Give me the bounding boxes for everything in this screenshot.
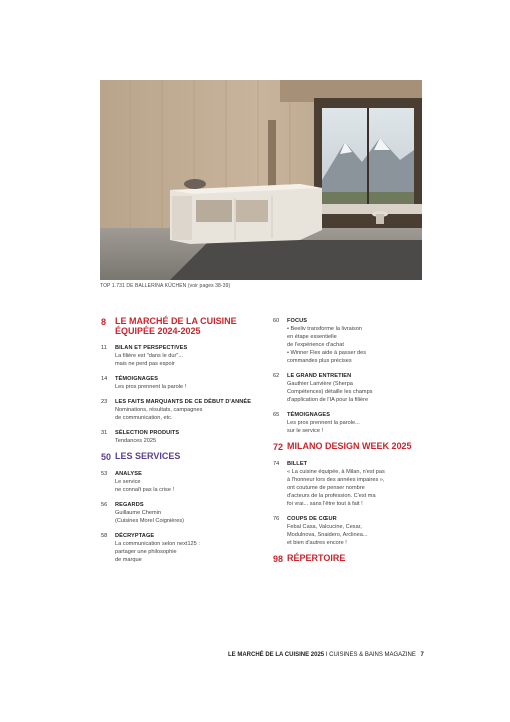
entry-title: LES FAITS MARQUANTS DE CE DÉBUT D'ANNÉE <box>115 399 252 405</box>
entry-description: Nominations, résultats, campagnes de communication, etc. <box>115 407 203 421</box>
entry-page-number: 62 <box>273 373 280 379</box>
toc-entry <box>273 515 433 547</box>
toc-entry <box>273 372 433 404</box>
entry-title: TÉMOIGNAGES <box>115 376 159 382</box>
toc-entry <box>101 344 261 368</box>
section-page-number: 72 <box>273 442 284 452</box>
section-title: LE MARCHÉ DE LA CUISINE ÉQUIPÉE 2024-2025 <box>115 316 237 336</box>
toc-section-heading <box>101 452 261 462</box>
entry-description: Le service ne connaît pas la crise ! <box>115 479 175 493</box>
entry-description: Febal Casa, Valcucine, Cesar, Modulnova, Snaidero, Arclinea... et bien d'autres encore ! <box>287 524 368 546</box>
entry-page-number: 53 <box>101 471 108 477</box>
entry-title: BILLET <box>287 461 308 467</box>
footer-separator: I <box>325 652 328 658</box>
toc-entry <box>273 317 433 365</box>
entry-page-number: 23 <box>101 399 108 405</box>
entry-description: Guillaume Chemin (Cuisines Morel Coignières) <box>115 510 185 524</box>
toc-entry <box>101 532 261 564</box>
entry-title: REGARDS <box>115 502 144 508</box>
toc-entry <box>273 411 433 435</box>
toc-section-heading <box>273 554 433 564</box>
entry-page-number: 58 <box>101 533 108 539</box>
toc-section-heading <box>101 317 261 336</box>
footer-publication: CUISINES & BAINS MAGAZINE <box>329 652 416 658</box>
kitchen-photo <box>100 80 422 280</box>
entry-page-number: 65 <box>273 412 280 418</box>
entry-page-number: 11 <box>101 345 107 351</box>
entry-title: BILAN ET PERSPECTIVES <box>115 345 188 351</box>
entry-title: LE GRAND ENTRETIEN <box>287 373 352 379</box>
entry-title: FOCUS <box>287 318 308 324</box>
toc-entry <box>101 501 261 525</box>
entry-title: DÉCRYPTAGE <box>115 533 155 539</box>
entry-description: Tendances 2025 <box>115 438 157 444</box>
toc-entry <box>273 460 433 508</box>
toc-left-column <box>101 317 261 571</box>
entry-description: Les pros prennent la parole ! <box>115 384 187 390</box>
toc-right-column <box>273 317 433 572</box>
section-title: RÉPERTOIRE <box>287 553 346 563</box>
entry-description: La communication selon next125 : partager une philosophie de marque <box>115 541 200 563</box>
section-page-number: 8 <box>101 317 107 327</box>
page-number: 7 <box>420 652 424 658</box>
footer-magazine-title: LE MARCHÉ DE LA CUISINE 2025 <box>228 652 325 658</box>
entry-page-number: 31 <box>101 430 108 436</box>
section-title: MILANO DESIGN WEEK 2025 <box>287 441 412 451</box>
entry-description: « La cuisine équipée, à Milan, n'est pas à l'honneur lors des années impaires », ont coutume de penser nombre d'acteurs de la profession. C'est ma foi vrai... sans l'être tout à fait ! <box>287 469 385 507</box>
section-page-number: 98 <box>273 554 284 564</box>
entry-page-number: 14 <box>101 376 108 382</box>
entry-title: ANALYSE <box>115 471 142 477</box>
entry-description: Les pros prennent la parole... sur le service ! <box>287 420 360 434</box>
photo-caption: TOP 1.731 DE BALLERINA KÜCHEN (voir pages 38-39) <box>100 283 231 289</box>
toc-entry <box>101 470 261 494</box>
toc-section-heading <box>273 442 433 452</box>
toc-entry <box>101 375 261 391</box>
entry-title: SÉLECTION PRODUITS <box>115 430 180 436</box>
entry-page-number: 56 <box>101 502 108 508</box>
toc-entry <box>101 398 261 422</box>
entry-title: COUPS DE CŒUR <box>287 516 337 522</box>
page-footer <box>228 652 424 658</box>
entry-page-number: 74 <box>273 461 280 467</box>
toc-entry <box>101 429 261 445</box>
entry-description: Gauthier Larivière (Sherpa Compétences) détaille les champs d'application de l'IA pour la filière <box>287 381 373 403</box>
entry-title: TÉMOIGNAGES <box>287 412 331 418</box>
entry-page-number: 76 <box>273 516 280 522</box>
section-title: LES SERVICES <box>115 451 181 461</box>
entry-description: La filière est "dans le dur"... mais ne perd pas espoir <box>115 353 184 367</box>
kitchen-illustration <box>100 80 422 280</box>
section-page-number: 50 <box>101 452 112 462</box>
entry-page-number: 60 <box>273 318 280 324</box>
entry-description: • Beeliv transforme la livraison en étape essentielle de l'expérience d'achat • Winner Flex aide à passer des commandes plus précises <box>287 326 367 364</box>
